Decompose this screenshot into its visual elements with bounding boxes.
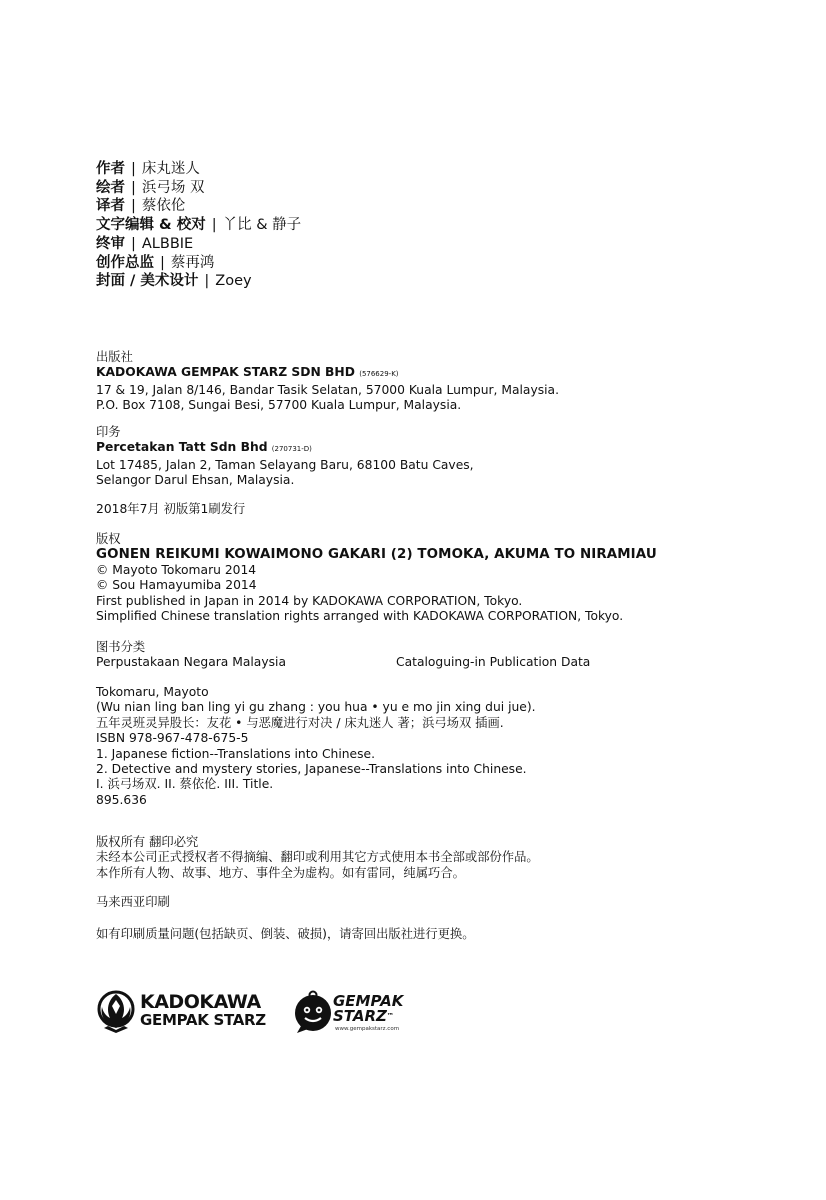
credit-name: 浜弓场 双 xyxy=(141,179,205,196)
copyright-line: © Mayoto Tokomaru 2014 xyxy=(96,562,257,577)
copyright-line: © Sou Hamayumiba 2014 xyxy=(96,578,257,593)
separator: | xyxy=(131,179,136,196)
credit-role: 作者 xyxy=(96,161,125,177)
credit-name: 蔡再鸿 xyxy=(170,254,215,271)
gempak-wordmark: GEMPAK xyxy=(333,992,404,1010)
credit-name: 床丸迷人 xyxy=(141,161,200,177)
printer-address: Lot 17485, Jalan 2, Taman Selayang Baru, 68100 Batu Caves, xyxy=(96,457,474,472)
cip-line: 2. Detective and mystery stories, Japanese--Translations into Chinese. xyxy=(96,762,527,777)
rights-heading: 版权所有 翻印必究 xyxy=(96,835,199,849)
edition-line: 2018年7月 初版第1刷发行 xyxy=(96,502,246,516)
separator: | xyxy=(131,198,136,215)
cip-line: ISBN 978-967-478-675-5 xyxy=(96,731,249,746)
publisher-reg: (576629-K) xyxy=(359,370,399,379)
credit-row xyxy=(96,197,301,216)
cip-line: Tokomaru, Mayoto xyxy=(96,685,209,699)
credit-row xyxy=(96,235,301,254)
credit-row xyxy=(96,179,301,198)
credit-role: 文字编辑 & 校对 xyxy=(96,217,206,234)
credit-row xyxy=(96,272,301,291)
copyright-line: Simplified Chinese translation rights arranged with KADOKAWA CORPORATION, Tokyo. xyxy=(96,609,624,624)
phoenix-emblem-icon xyxy=(96,988,136,1034)
catalog-right: Cataloguing-in Publication Data xyxy=(396,655,591,670)
kadokawa-wordmark: KADOKAWA xyxy=(140,991,261,1013)
printer-name-row xyxy=(96,440,474,457)
printer-block xyxy=(96,425,474,489)
credit-row xyxy=(96,216,301,235)
credit-role: 终审 xyxy=(96,235,125,252)
publisher-name: KADOKAWA GEMPAK STARZ SDN BHD xyxy=(96,365,355,380)
printer-name: Percetakan Tatt Sdn Bhd xyxy=(96,440,268,455)
rights-block xyxy=(96,835,539,881)
copyright-line: First published in Japan in 2014 by KADOKAWA CORPORATION, Tokyo. xyxy=(96,593,523,608)
copyright-heading: 版权 xyxy=(96,532,121,546)
publisher-name-row xyxy=(96,365,559,382)
credit-row xyxy=(96,254,301,273)
print-quality-notice: 如有印刷质量问题(包括缺页、倒装、破损)，请寄回出版社进行更换。 xyxy=(96,927,475,941)
original-title: GONEN REIKUMI KOWAIMONO GAKARI (2) TOMOKA, AKUMA TO NIRAMIAU xyxy=(96,547,657,563)
cip-line: I. 浜弓场双. II. 蔡依伦. III. Title. xyxy=(96,777,274,792)
credit-role: 封面 / 美术设计 xyxy=(96,273,199,290)
separator: | xyxy=(160,254,165,271)
credit-name: ALBBIE xyxy=(141,235,194,252)
trademark-symbol: ™ xyxy=(386,1012,394,1020)
printer-heading: 印务 xyxy=(96,425,121,439)
cip-line: 1. Japanese fiction--Translations into Chinese. xyxy=(96,746,376,761)
publisher-heading: 出版社 xyxy=(96,350,133,364)
credit-name: 丫比 & 静子 xyxy=(222,217,302,234)
cip-line: 895.636 xyxy=(96,792,147,807)
credit-name: 蔡依伦 xyxy=(141,198,186,215)
gempak-starz-wordmark: GEMPAK STARZ xyxy=(140,1011,266,1029)
printer-address: Selangor Darul Ehsan, Malaysia. xyxy=(96,473,295,488)
starz-text: STARZ xyxy=(333,1007,387,1025)
gempak-website: www.gempakstarz.com xyxy=(335,1026,400,1032)
copyright-block xyxy=(96,532,657,624)
catalog-left: Perpustakaan Negara Malaysia xyxy=(96,655,286,670)
credit-role: 绘者 xyxy=(96,179,125,196)
catalog-block xyxy=(96,640,616,671)
separator: | xyxy=(131,235,136,252)
credit-role: 译者 xyxy=(96,198,125,215)
separator: | xyxy=(211,217,217,234)
mascot-face-icon xyxy=(293,990,335,1034)
credit-row xyxy=(96,160,301,179)
separator: | xyxy=(204,273,210,290)
cip-line: (Wu nian ling ban ling yi gu zhang : you hua • yu e mo jin xing dui jue). xyxy=(96,700,536,715)
cip-block xyxy=(96,685,536,808)
printer-reg: (270731-D) xyxy=(271,445,312,454)
catalog-row xyxy=(96,655,616,670)
publisher-pobox: P.O. Box 7108, Sungai Besi, 57700 Kuala Lumpur, Malaysia. xyxy=(96,398,462,413)
printed-in: 马来西亚印刷 xyxy=(96,895,170,909)
catalog-heading: 图书分类 xyxy=(96,640,146,654)
credits-list xyxy=(96,160,301,291)
credit-name: Zoey xyxy=(215,273,252,290)
rights-line: 本作所有人物、故事、地方、事件全为虚构。如有雷同，纯属巧合。 xyxy=(96,865,465,880)
rights-line: 未经本公司正式授权者不得摘编、翻印或利用其它方式使用本书全部或部份作品。 xyxy=(96,850,539,865)
publisher-address: 17 & 19, Jalan 8/146, Bandar Tasik Selatan, 57000 Kuala Lumpur, Malaysia. xyxy=(96,382,560,397)
publisher-block xyxy=(96,350,559,414)
starz-wordmark xyxy=(333,1008,394,1024)
separator: | xyxy=(131,161,136,177)
credit-role: 创作总监 xyxy=(96,254,154,271)
cip-line: 五年灵班灵异股长：友花 • 与恶魔进行对决 / 床丸迷人 著；浜弓场双 插画. xyxy=(96,715,504,730)
